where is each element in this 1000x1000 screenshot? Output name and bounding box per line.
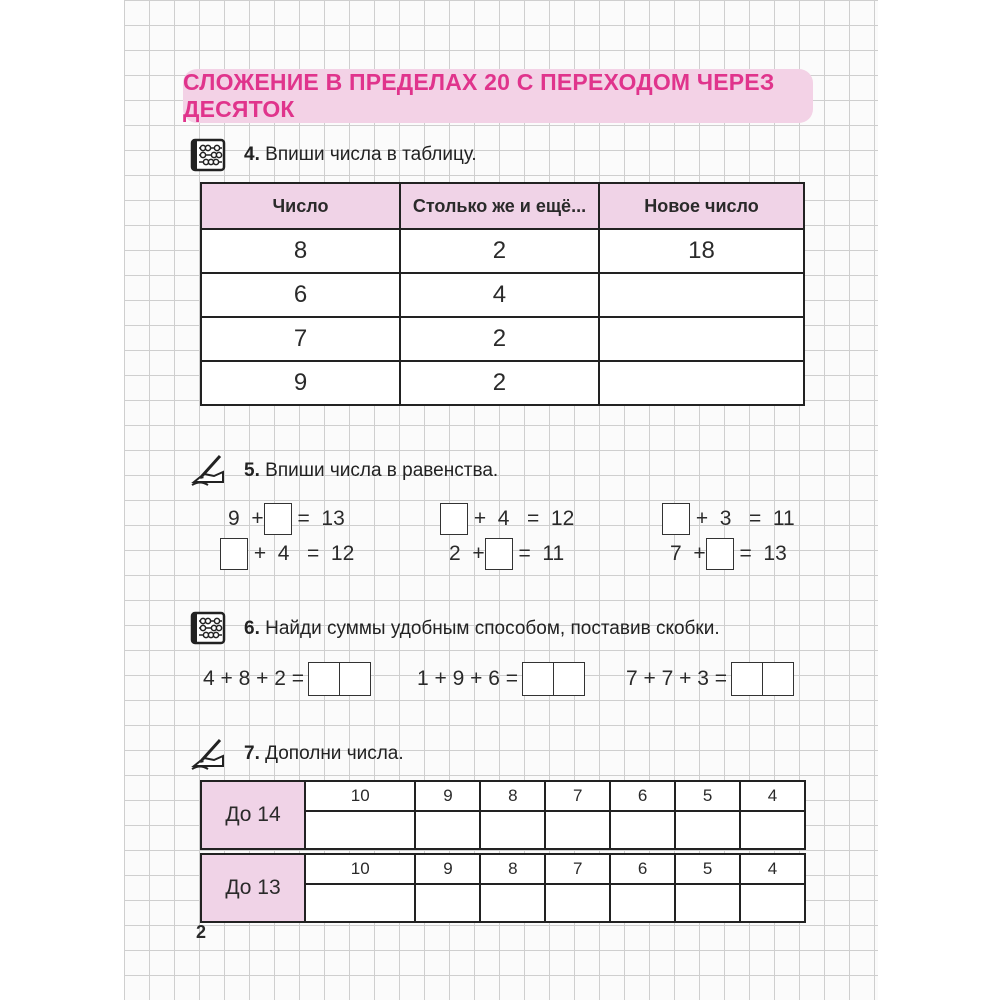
result: 13 [763,542,787,565]
sum-expression: 7 + 7 + 3 = [626,667,728,690]
task4-table [200,182,805,406]
result: 12 [550,507,575,530]
answer-box-pair[interactable] [308,662,371,696]
result: 11 [772,507,795,530]
result: 12 [330,542,355,565]
header-new-number: Новое число [599,183,804,229]
operator: + [251,507,264,530]
equals-sign: = [518,542,531,565]
answer-box[interactable] [440,503,468,535]
value-cell: 6 [610,854,675,884]
equation-6 [670,538,787,570]
answer-cell[interactable] [610,884,675,922]
cell: 6 [201,273,400,317]
table-row [201,229,804,273]
answer-box[interactable] [706,538,734,570]
value-cell: 6 [610,781,675,811]
task5-text: Впиши числа в равенства. [265,460,499,481]
value-cell: 5 [675,781,740,811]
cell[interactable]: 18 [599,229,804,273]
operator: + [693,542,706,565]
result: 13 [321,507,345,530]
answer-cell[interactable] [480,884,545,922]
value-cell: 10 [305,854,415,884]
header-more: Столько же и ещё... [400,183,599,229]
equals-sign: = [739,542,752,565]
equation-5 [449,538,564,570]
task4-text: Впиши числа в таблицу. [265,144,477,165]
worksheet-page [124,0,878,1000]
task7-text: Дополни числа. [265,743,404,764]
answer-cell[interactable] [415,884,480,922]
answer-cell[interactable] [480,811,545,849]
sum-expression: 4 + 8 + 2 = [203,667,305,690]
answer-box-pair[interactable] [731,662,794,696]
task6-text: Найди суммы удобным способом, поставив скобки. [265,618,720,639]
task4-number: 4. [244,144,260,165]
table-row [201,361,804,405]
task5-heading [244,460,498,482]
answer-box[interactable] [662,503,690,535]
answer-cell[interactable] [545,884,610,922]
page-title: СЛОЖЕНИЕ В ПРЕДЕЛАХ 20 С ПЕРЕХОДОМ ЧЕРЕЗ ДЕСЯТОК [183,69,775,122]
task6-heading [244,618,720,640]
task7-table-14 [200,780,806,850]
cell: 8 [201,229,400,273]
answer-cell[interactable] [675,811,740,849]
answer-cell[interactable] [610,811,675,849]
value-cell: 7 [545,781,610,811]
abacus-icon [190,610,226,646]
cell: 7 [201,317,400,361]
cell: 2 [400,229,599,273]
task4-heading [244,144,477,166]
answer-cell[interactable] [740,811,805,849]
answer-box-pair[interactable] [522,662,585,696]
operand: 7 [670,542,682,565]
sum-2 [417,662,585,696]
operand: 9 [228,507,240,530]
page-number: 2 [196,922,207,942]
abacus-icon [190,137,226,173]
equals-sign: = [306,542,320,565]
value-cell: 5 [675,854,740,884]
equation-3 [662,503,795,535]
table-row [201,317,804,361]
equals-sign: = [748,507,762,530]
cell: 2 [400,317,599,361]
answer-box[interactable] [220,538,248,570]
sum-expression: 1 + 9 + 6 = [417,667,519,690]
equals-sign: = [297,507,310,530]
pencil-hand-icon [190,736,226,772]
answer-cell[interactable] [599,273,804,317]
operator: + [253,542,267,565]
equals-sign: = [526,507,540,530]
answer-cell[interactable] [599,317,804,361]
task7-number: 7. [244,743,260,764]
answer-cell[interactable] [305,811,415,849]
result: 11 [542,542,565,565]
pencil-hand-icon [190,452,226,488]
value-cell: 8 [480,854,545,884]
cell: 4 [400,273,599,317]
value-cell: 9 [415,854,480,884]
table-label: До 13 [201,854,305,922]
value-cell: 8 [480,781,545,811]
answer-cell[interactable] [675,884,740,922]
operator: + [472,542,485,565]
table-label: До 14 [201,781,305,849]
operand: 4 [497,507,510,530]
answer-cell[interactable] [740,884,805,922]
equation-4 [220,538,354,570]
cell: 2 [400,361,599,405]
sum-1 [203,662,371,696]
answer-box[interactable] [485,538,513,570]
operand: 2 [449,542,461,565]
title-banner [183,69,813,123]
value-cell: 9 [415,781,480,811]
answer-box[interactable] [264,503,292,535]
answer-cell[interactable] [545,811,610,849]
value-cell: 4 [740,854,805,884]
task7-table-13 [200,853,806,923]
value-cell: 10 [305,781,415,811]
task5-number: 5. [244,460,260,481]
value-cell: 4 [740,781,805,811]
equation-2 [440,503,574,535]
operand: 4 [277,542,290,565]
table-row [201,273,804,317]
operand: 3 [719,507,732,530]
sum-3 [626,662,794,696]
value-cell: 7 [545,854,610,884]
cell: 9 [201,361,400,405]
task6-number: 6. [244,618,260,639]
answer-cell[interactable] [305,884,415,922]
answer-cell[interactable] [415,811,480,849]
operator: + [473,507,487,530]
operator: + [695,507,709,530]
task7-heading [244,743,404,765]
answer-cell[interactable] [599,361,804,405]
equation-1 [228,503,345,535]
header-number: Число [201,183,400,229]
